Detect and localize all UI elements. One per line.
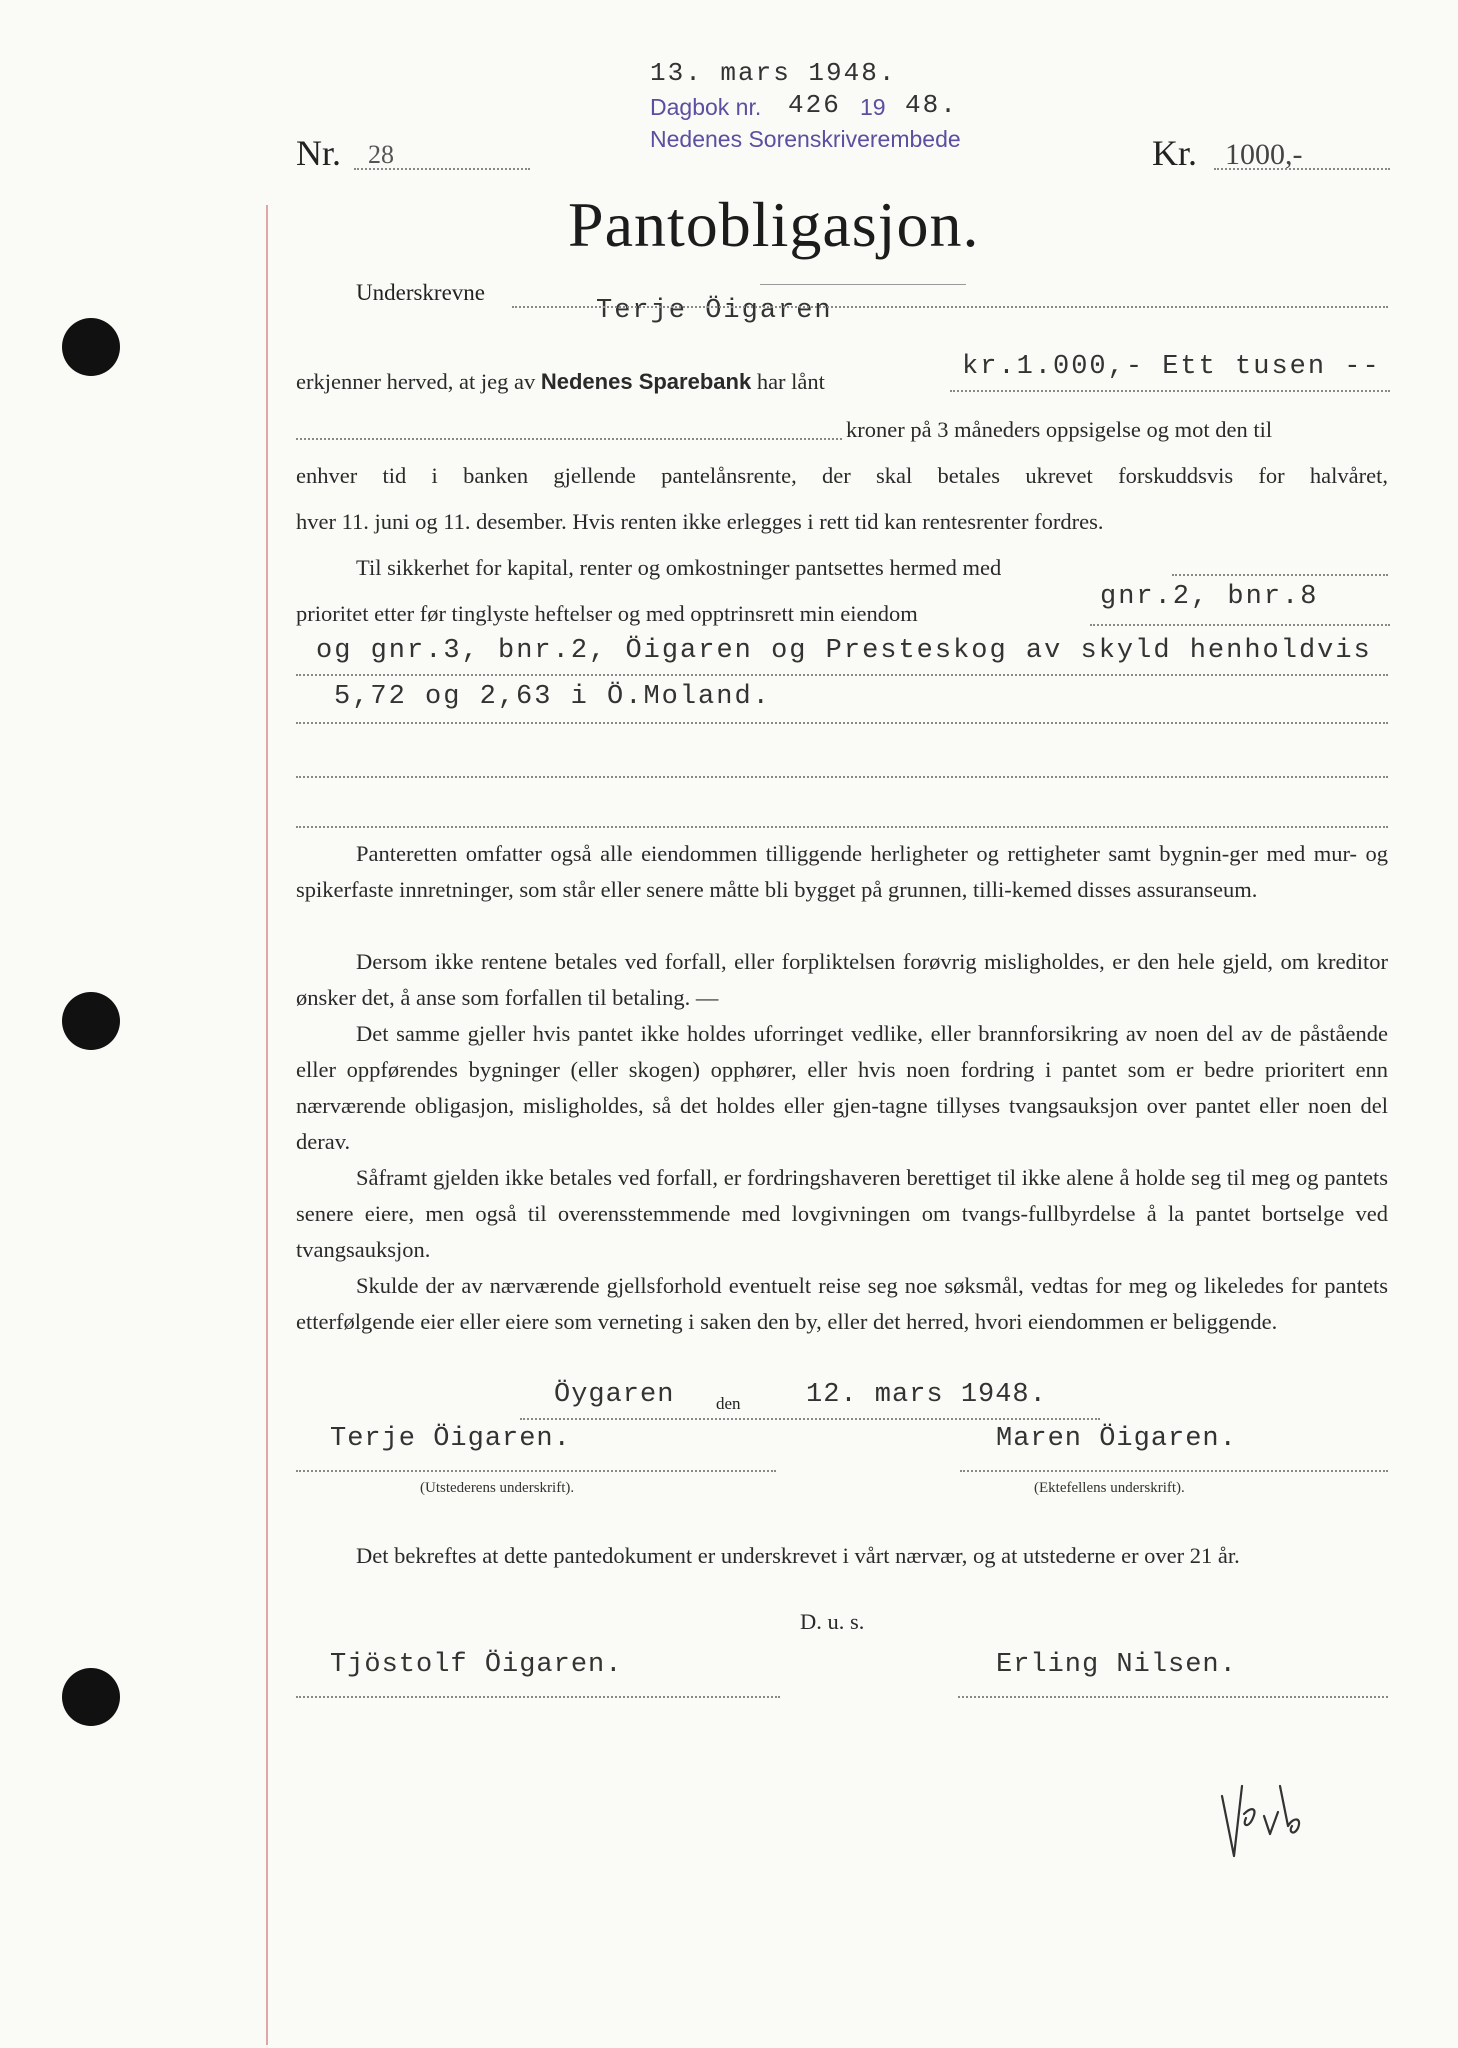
witness-2-signature: Erling Nilsen. [996,1650,1237,1680]
security-line-2: prioritet etter før tinglyste heftelser og med opptrinsrett min eiendom [296,601,918,626]
property-typed-2: og gnr.3, bnr.2, Öigaren og Presteskog av skyld henholdvis [316,636,1372,666]
terms-line-2: enhver tid i banken gjellende pantelånsrente, der skal betales ukrevet forskuddsvis for halvåret, [296,463,1388,488]
issuer-signature-line [296,1470,776,1472]
amount-dotted-line-2 [296,438,842,440]
dagbok-19: 19 [860,94,886,120]
amount-dotted-line [950,390,1390,392]
dagbok-label: Dagbok nr. [650,94,762,120]
security-dotted-line [1172,574,1388,576]
bank-name: Nedenes Sparebank [540,369,752,394]
paragraph-default [296,944,1388,1016]
title-underline [760,284,966,285]
spouse-signature-line [960,1470,1388,1472]
issuer-caption: (Utstederens underskrift). [420,1480,575,1496]
acknowledge-text: erkjenner herved, at jeg av [296,369,536,394]
paragraph-venue [296,1268,1388,1340]
property-dotted-line-5 [296,826,1388,828]
handwritten-initials [1212,1756,1312,1866]
signing-date: 12. mars 1948. [806,1380,1047,1410]
amount-typed: kr.1.000,- Ett tusen -- [962,352,1381,382]
property-typed-3: 5,72 og 2,63 i Ö.Moland. [334,682,771,712]
nr-label: Nr. [296,133,341,173]
kr-dotted-line [1214,168,1390,170]
property-dotted-line-1 [1090,624,1390,626]
punch-hole-middle [62,992,120,1050]
signing-place: Öygaren [554,1380,675,1410]
paragraph-lien-text: Panteretten omfatter også alle eiendommen tilliggende herligheter og rettigheter samt bygnin-ger med mur- og spikerfaste innretninger, som står eller senere måtte bli bygget på grunnen, tilli-kemed disses assuranseum. [296,841,1388,902]
property-dotted-line-4 [296,776,1388,778]
witness-2-line [958,1696,1388,1698]
har-lant: har lånt [756,369,825,394]
office-stamp: Nedenes Sorenskriverembede [650,126,961,152]
witness-statement-text: Det bekreftes at dette pantedokument er underskrevet i vårt nærvær, og at utstederne er over 21 år. [356,1543,1240,1568]
paragraph-maintenance [296,1016,1388,1160]
date-stamp: 13. mars 1948. [650,58,897,88]
witness-1-line [296,1696,780,1698]
witness-statement [296,1538,1388,1574]
document-title: Pantobligasjon. [568,189,980,260]
paragraph-enforcement [296,1160,1388,1268]
kr-label: Kr. [1152,133,1197,173]
spouse-signature: Maren Öigaren. [996,1424,1237,1454]
margin-line [266,205,268,2045]
acknowledge-prefix [296,364,825,400]
property-dotted-line-3 [296,722,1388,724]
security-line-1: Til sikkerhet for kapital, renter og omkostninger pantsettes hermed med [356,555,1002,580]
paragraph-default-text: Dersom ikke rentene betales ved forfall, eller forpliktelsen forøvrig misligholdes, er den hele gjeld, om kreditor ønsker det, å anse som forfallen til betaling. — [296,949,1388,1010]
terms-line-3: hver 11. juni og 11. desember. Hvis renten ikke erlegges i rett tid kan rentesrenter fordres. [296,509,1104,534]
witness-1-signature: Tjöstolf Öigaren. [330,1650,623,1680]
paragraph-venue-text: Skulde der av nærværende gjellsforhold eventuelt reise seg noe søksmål, vedtas for meg og likeledes for pantets etterfølgende eier eller eiere som verneting i saken den by, eller det herred, hvori eiendommen er beliggende. [296,1273,1388,1334]
kr-value: 1000,- [1225,138,1303,171]
punch-hole-top [62,318,120,376]
signing-den: den [716,1394,741,1413]
issuer-signature: Terje Öigaren. [330,1424,571,1454]
punch-hole-bottom [62,1668,120,1726]
undersigned-label: Underskrevne [356,280,486,305]
undersigned-name: Terje Öigaren [596,296,833,326]
property-typed-1: gnr.2, bnr.8 [1100,582,1319,612]
nr-value: 28 [368,140,394,169]
signing-dotted-line [520,1418,1100,1420]
spouse-caption: (Ektefellens underskrift). [1034,1480,1185,1496]
terms-line-1: kroner på 3 måneders oppsigelse og mot den til [846,417,1273,442]
dagbok-year: 48. [905,90,958,120]
dus-label: D. u. s. [800,1609,865,1634]
nr-dotted-line [354,168,530,170]
property-dotted-line-2 [296,674,1388,676]
paragraph-lien [296,836,1388,908]
paragraph-maintenance-text: Det samme gjeller hvis pantet ikke holdes uforringet vedlike, eller brannforsikring av noen del av de påstående eller oppførendes bygninger (eller skogen) opphører, eller hvis noen fordring i pantet som er bedre prioritert enn nærværende obligasjon, misligholdes, så det holdes eller gjen-tagne tillyses tvangsauksjon over pantet eller noen del derav. [296,1021,1388,1154]
paragraph-enforcement-text: Såframt gjelden ikke betales ved forfall, er fordringshaveren berettiget til ikke alene å holde seg til meg og pantets senere eiere, men også til overensstemmende med lovgivningen om tvangs-fullbyrdelse å la pantet bortselge ved tvangsauksjon. [296,1165,1388,1262]
dagbok-number: 426 [788,90,841,120]
undersigned-dotted-line [512,306,1388,308]
